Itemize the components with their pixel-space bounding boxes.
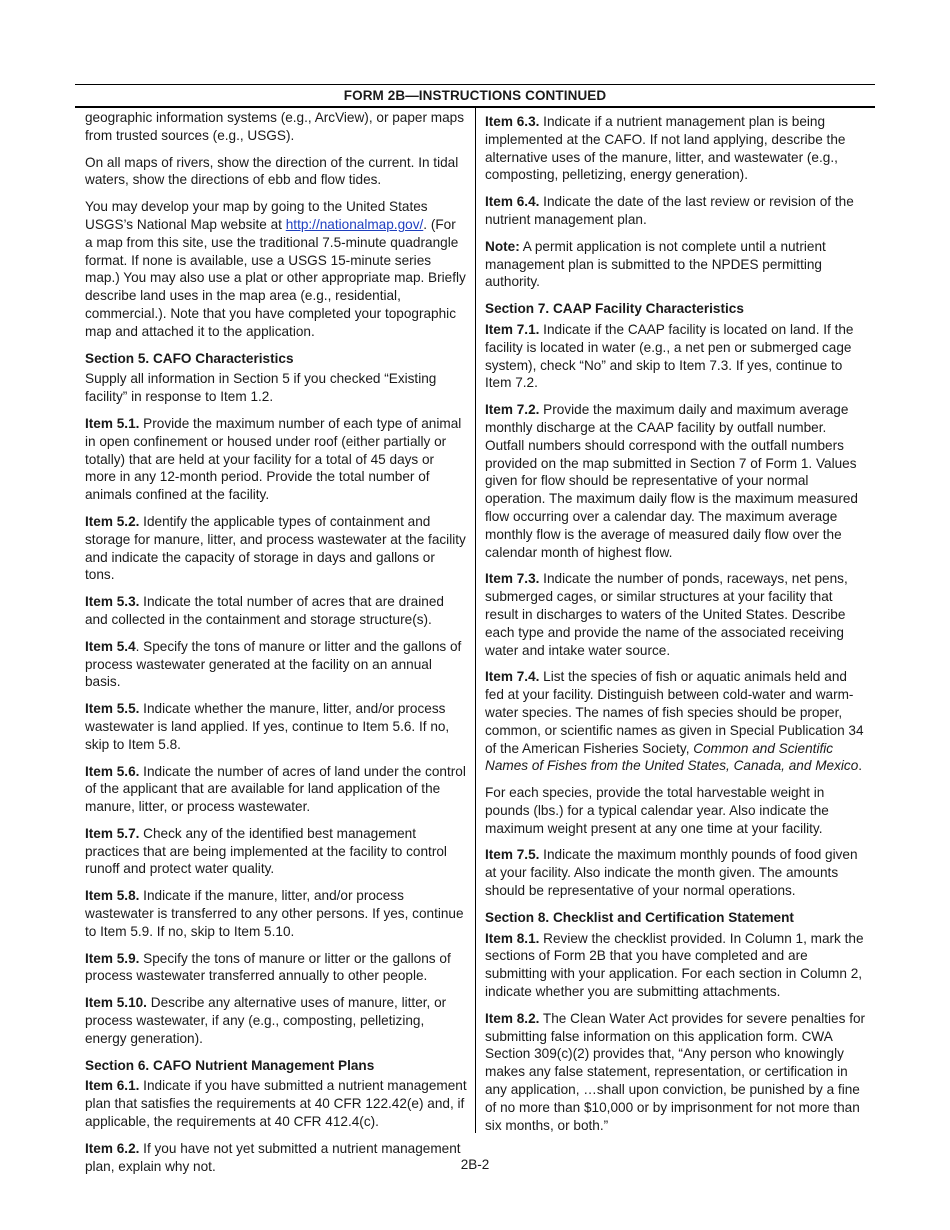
page-header-title: FORM 2B—INSTRUCTIONS CONTINUED bbox=[343, 88, 607, 103]
item-7-5: Item 7.5. Indicate the maximum monthly pounds of food given at your facility. Also indicate the month given. The amounts should be representative of your normal operations. bbox=[485, 847, 858, 899]
item-5-10: Item 5.10. Describe any alternative uses of manure, litter, or process wastewater, if any (e.g., composting, pelletizing, energy generation). bbox=[85, 995, 447, 1046]
item-5-7: Item 5.7. Check any of the identified best management practices that are being implemented at the facility to control runoff and protect water quality. bbox=[85, 825, 447, 877]
item-5-3: Item 5.3. Indicate the total number of acres that are drained and collected in the containment and storage structure(s). bbox=[85, 594, 444, 627]
item-5-6: Item 5.6. Indicate the number of acres of land under the control of the applicant that are available for land application of the manure, litter, or process wastewater. bbox=[85, 763, 466, 815]
item-6-3: Item 6.3. Indicate if a nutrient management plan is being implemented at the CAFO. If not land applying, describe the alternative uses of the manure, litter, and wastewater (e.g., composting, pelletizing, energy generation). bbox=[485, 114, 846, 183]
section-6-heading: Section 6. CAFO Nutrient Management Plans bbox=[85, 1057, 375, 1073]
national-map-link[interactable]: http://nationalmap.gov/ bbox=[285, 216, 424, 232]
map-website-paragraph: You may develop your map by going to the United States USGS’s National Map website at http://nationalmap.gov/. (For a map from this site, use the traditional 7.5-minute quadrangle format. If none is available, use a USGS 15-minute series map.) You may also use a plat or other appropriate map. Briefly describe land uses in the map area (e.g., residential, commercial.). Note that you have completed your topographic map and attached it to the application. bbox=[85, 199, 466, 339]
page-number: 2B-2 bbox=[460, 1157, 490, 1172]
item-7-3: Item 7.3. Indicate the number of ponds, raceways, net pens, submerged cages, or similar structures at your facility that result in discharges to waters of the United States. Describe each type and provide the name of the associated receiving water and intake water source. bbox=[485, 571, 848, 658]
species-weight-paragraph: For each species, provide the total harvestable weight in pounds (lbs.) for a typical calendar year. Also indicate the maximum weight present at any one time at your facility. bbox=[485, 785, 829, 836]
item-6-2: Item 6.2. If you have not yet submitted a nutrient management plan, explain why not. bbox=[85, 1140, 461, 1174]
section-7-heading: Section 7. CAAP Facility Characteristics bbox=[485, 301, 744, 317]
item-5-5: Item 5.5. Indicate whether the manure, litter, and/or process wastewater is land applied. If yes, continue to Item 5.6. If no, skip to Item 5.8. bbox=[85, 701, 450, 752]
item-7-4: Item 7.4. List the species of fish or aquatic animals held and fed at your facility. Distinguish between cold-water and warm-water species. The names of fish species should be proper, common, or scientific names as given in Special Publication 34 of the American Fisheries Society, Common and Scientific Names of Fishes from the United States, Canada, and Mexico. bbox=[485, 669, 864, 774]
map-direction-paragraph: On all maps of rivers, show the direction of the current. In tidal waters, show the directions of ebb and flow tides. bbox=[85, 154, 459, 188]
item-8-2: Item 8.2. The Clean Water Act provides for severe penalties for submitting false information on this application form. CWA Section 309(c)(2) provides that, “Any person who knowingly makes any false statement, representation, or certification in any application, …shall upon conviction, be punished by a fine of no more than $10,000 or by imprisonment for not more than six months, or both.” bbox=[485, 1010, 866, 1133]
column-divider bbox=[475, 108, 476, 1133]
item-5-4: Item 5.4. Specify the tons of manure or litter and the gallons of process wastewater generated at the facility on an annual basis. bbox=[85, 638, 462, 690]
map-sources-paragraph: geographic information systems (e.g., ArcView), or paper maps from trusted sources (e.g., USGS). bbox=[85, 110, 465, 143]
section-5-heading: Section 5. CAFO Characteristics bbox=[85, 350, 294, 366]
item-8-1: Item 8.1. Review the checklist provided. In Column 1, mark the sections of Form 2B that you have completed and are submitting with your application. For each section in Column 2, indicate whether you are submitting attachments. bbox=[485, 930, 864, 1000]
section-5-intro: Supply all information in Section 5 if you checked “Existing facility” in response to Item 1.2. bbox=[85, 371, 437, 405]
item-6-1: Item 6.1. Indicate if you have submitted a nutrient management plan that satisfies the requirements at 40 CFR 122.42(e) and, if applicable, the requirements at 40 CFR 412.4(c). bbox=[85, 1078, 467, 1130]
item-6-4: Item 6.4. Indicate the date of the last review or revision of the nutrient management plan. bbox=[485, 194, 854, 227]
item-5-9: Item 5.9. Specify the tons of manure or litter or the gallons of process wastewater transferred annually to other people. bbox=[85, 950, 451, 984]
item-5-1: Item 5.1. Provide the maximum number of each type of animal in open confinement or housed under roof (either partially or totally) that are held at your facility for a total of 45 days or more in any 12-month period. Provide the total number of animals confined at the facility. bbox=[85, 415, 462, 503]
item-7-2: Item 7.2. Provide the maximum daily and maximum average monthly discharge at the CAAP facility by outfall number. Outfall numbers should correspond with the outfall numbers provided on the map submitted in Section 7 of Form 1. Values given for flow should be representative of your normal operation. The maximum daily flow is the maximum measured flow occurring over a calendar day. The maximum average monthly flow is the average of measured daily flow over the calendar month of highest flow. bbox=[485, 402, 858, 560]
section-8-heading: Section 8. Checklist and Certification Statement bbox=[485, 909, 794, 925]
item-7-1: Item 7.1. Indicate if the CAAP facility is located on land. If the facility is located in water (e.g., a net pen or submerged cage system), check “No” and skip to Item 7.3. If yes, continue to Item 7.2. bbox=[485, 321, 854, 391]
right-column bbox=[485, 113, 867, 1143]
item-5-8: Item 5.8. Indicate if the manure, litter, and/or process wastewater is transferred to any other persons. If yes, continue to Item 5.9. If no, skip to Item 5.10. bbox=[85, 888, 464, 939]
item-5-2: Item 5.2. Identify the applicable types of containment and storage for manure, litter, and process wastewater at the facility and indicate the capacity of storage in days and gallons or tons. bbox=[85, 513, 466, 583]
header-top-rule bbox=[75, 84, 875, 85]
left-column bbox=[85, 109, 467, 1184]
permit-note: Note: A permit application is not complete until a nutrient management plan is submitted to the NPDES permitting authority. bbox=[485, 238, 826, 290]
